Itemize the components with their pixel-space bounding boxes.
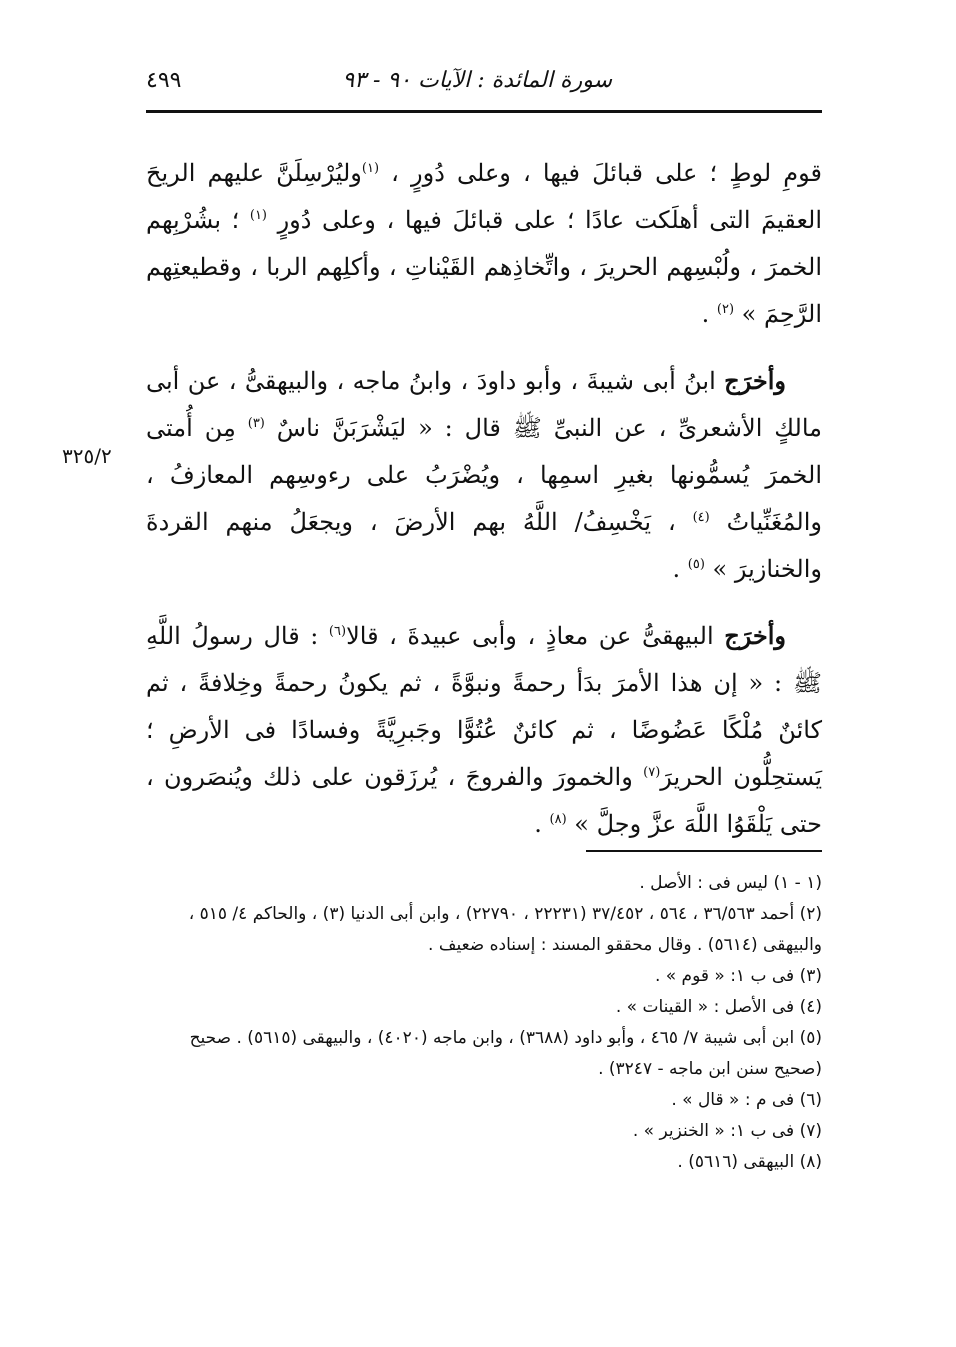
footnotes [140,868,822,1178]
text-segment: البيهقىُّ عن معاذٍ ، وأبى عبيدةَ ، قالا [346,622,725,650]
footnote-7: (٧) فى ب ١: « الخنزير » . [632,1121,822,1141]
footnote-marker: (١) [249,208,267,223]
footnote-marker: (٣) [247,416,265,431]
margin-note: ٣٢٥/٢ [62,444,112,468]
footnote-4: (٤) فى الأصل : « القينات » . [615,997,822,1017]
paragraph-1 [146,150,822,338]
page-number: ٤٩٩ [146,68,182,93]
paragraph-lead: وأخرَج [724,366,786,395]
paragraph-2 [146,357,822,593]
footnote-5: (٥) ابن أبى شيبة ٧/ ٤٦٥ ، وأبو داود (٣٦٨٨) ، وابن ماجه (٤٠٢٠) ، والبيهقى (٥٦١٥) . صحيح [189,1028,822,1048]
footnote-marker: (١) [361,161,380,176]
footnote-rule [586,850,822,852]
main-text [146,150,822,867]
text-segment: . [672,555,688,583]
text-segment: قومِ لوطٍ ؛ على قبائلَ فيها ، وعلى دُورٍ ، [379,159,823,187]
text-segment: والخمورَ والفروجَ ، يُرزَقون على ذلك ويُنصَرون ، حتى يَلْقَوُا اللَّهَ عزَّ وجلَّ » [146,763,822,838]
text-segment: مِن أُمتى الخمرَ يُسمُّونها بغيرِ اسمِها ، ويُضْرَبُ على رءوسِهم المعازفُ ، والمُغَنِّياتُ [146,414,823,536]
footnote-5-continued: (صحيح سنن ابن ماجه - ٣٢٤٧) . [598,1059,822,1079]
footnote-6: (٦) فى م : « قال » . [671,1090,822,1110]
footnote-2-continued: والبيهقى (٥٦١٤) . وقال محققو المسند : إسناده ضعيف . [428,935,822,955]
footnote-2: (٢) أحمد ٣٦/٥٦٣ ، ٥٦٤ ، ٣٧/٤٥٢ (٢٢٢٣١ ، ٢٢٧٩٠) ، وابن أبى الدنيا (٣) ، والحاكم ٤/ ٥١٥ ، [188,904,822,924]
text-segment: : قال رسولُ اللَّهِ ﷺ : « إن هذا الأمرَ بدَأ رحمةً ونبوَّةً ، ثم يكونُ رحمةً وخِلافةً ، ثم كائنٌ مُلْكًا عَضُوضًا ، ثم كائنٌ عُتُوًّا وجَبرِيَّةً وفسادًا فى الأرضِ ؛ يَستحِلُّون الحريرَ [146,622,822,791]
running-title: سورة المائدة : الآيات ٩٠ - ٩٣ [342,68,612,93]
text-segment: . [701,300,717,328]
page-header [138,62,822,108]
footnote-marker: (٨) [549,812,567,827]
text-segment: وليُرْسِلَنَّ عليهم الريحَ العقيمَ التى أهلَكت عادًا ؛ على قبائلَ فيها ، وعلى دُورٍ [146,159,823,234]
footnote-marker: (٦) [328,624,347,639]
text-segment: ابنُ أبى شيبةَ ، وأبو داودَ ، وابنُ ماجه ، والبيهقىُّ ، عن أبى مالكٍ الأشعرىِّ ، عن النبىِّ ﷺ قال : « ليَشْرَبَنَّ ناسٌ [146,367,822,442]
footnote-8: (٨) البيهقى (٥٦١٦) . [677,1152,822,1172]
footnote-3: (٣) فى ب ١: « قوم » . [654,966,822,986]
paragraph-lead: وأخرَج [724,621,787,650]
footnote-marker: (٧) [643,765,661,780]
header-rule [146,110,822,113]
text-segment: ؛ بشُرْبِهم الخمرَ ، ولُبْسِهم الحريرَ ، واتِّخاذِهم القَيْناتِ ، وأكلِهم الربا ، وقطيعتِهم الرَّحِمَ » [146,206,822,328]
footnote-1: (١ - ١) ليس فى : الأصل . [639,873,822,893]
text-segment: ، يَخْسِفُ/ اللَّهُ بهم الأرضَ ، ويجعَلُ منهم القردةَ والخنازيرَ » [146,508,822,583]
footnote-marker: (٤) [692,510,710,525]
paragraph-3 [146,612,822,848]
footnote-marker: (٥) [687,557,705,572]
footnote-marker: (٢) [716,302,735,317]
text-segment: . [534,810,550,838]
